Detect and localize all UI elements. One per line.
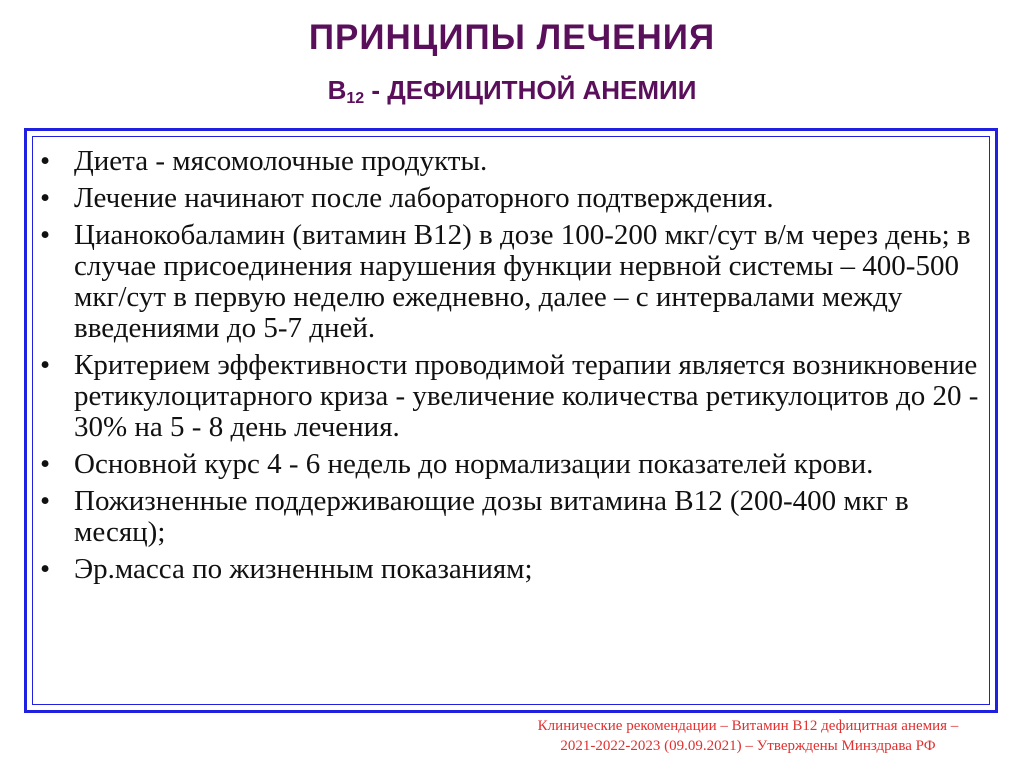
subtitle-prefix: В bbox=[327, 75, 347, 105]
footer-reference bbox=[488, 716, 1008, 756]
bullet-list bbox=[38, 146, 986, 591]
bullet-icon: • bbox=[40, 448, 51, 480]
bullet-item-maintenance bbox=[38, 486, 986, 548]
bullet-text: Лечение начинают после лабораторного подтверждения. bbox=[74, 182, 774, 214]
bullet-item-criterion bbox=[38, 350, 986, 443]
bullet-text: Пожизненные поддерживающие дозы витамина В12 (200-400 мкг в месяц); bbox=[74, 485, 909, 548]
slide-subtitle bbox=[0, 75, 1024, 108]
subtitle-rest: - ДЕФИЦИТНОЙ АНЕМИИ bbox=[364, 75, 697, 105]
footer-line-1: Клинические рекомендации – Витамин В12 дефицитная анемия – bbox=[537, 718, 959, 734]
bullet-text: Эр.масса по жизненным показаниям; bbox=[74, 553, 533, 585]
slide-title: ПРИНЦИПЫ ЛЕЧЕНИЯ bbox=[308, 18, 716, 57]
bullet-item-diet bbox=[38, 146, 986, 177]
bullet-icon: • bbox=[40, 349, 51, 381]
bullet-icon: • bbox=[40, 182, 51, 214]
bullet-item-transfusion bbox=[38, 554, 986, 585]
bullet-icon: • bbox=[40, 485, 51, 517]
bullet-icon: • bbox=[40, 553, 51, 585]
bullet-item-course bbox=[38, 449, 986, 480]
subtitle-subscript: 12 bbox=[346, 90, 365, 107]
bullet-icon: • bbox=[40, 219, 51, 251]
bullet-text: Основной курс 4 - 6 недель до нормализации показателей крови. bbox=[74, 448, 874, 480]
bullet-item-start bbox=[38, 183, 986, 214]
bullet-text: Диета - мясомолочные продукты. bbox=[74, 145, 488, 177]
bullet-text: Цианокобаламин (витамин В12) в дозе 100-200 мкг/сут в/м через день; в случае присоединения нарушения функции нервной системы – 400-500 мкг/сут в первую неделю ежедневно, далее – с интервалами между введениями до 5-7 дней. bbox=[74, 219, 971, 344]
bullet-text: Критерием эффективности проводимой терапии является возникновение ретикулоцитарного криза - увеличение количества ретикулоцитов до 20 - 30% на 5 - 8 день лечения. bbox=[74, 349, 979, 443]
bullet-icon: • bbox=[40, 145, 51, 177]
bullet-item-cyanocobalamin bbox=[38, 220, 986, 344]
footer-line-2: 2021-2022-2023 (09.09.2021) – Утверждены Минздрава РФ bbox=[560, 738, 936, 754]
